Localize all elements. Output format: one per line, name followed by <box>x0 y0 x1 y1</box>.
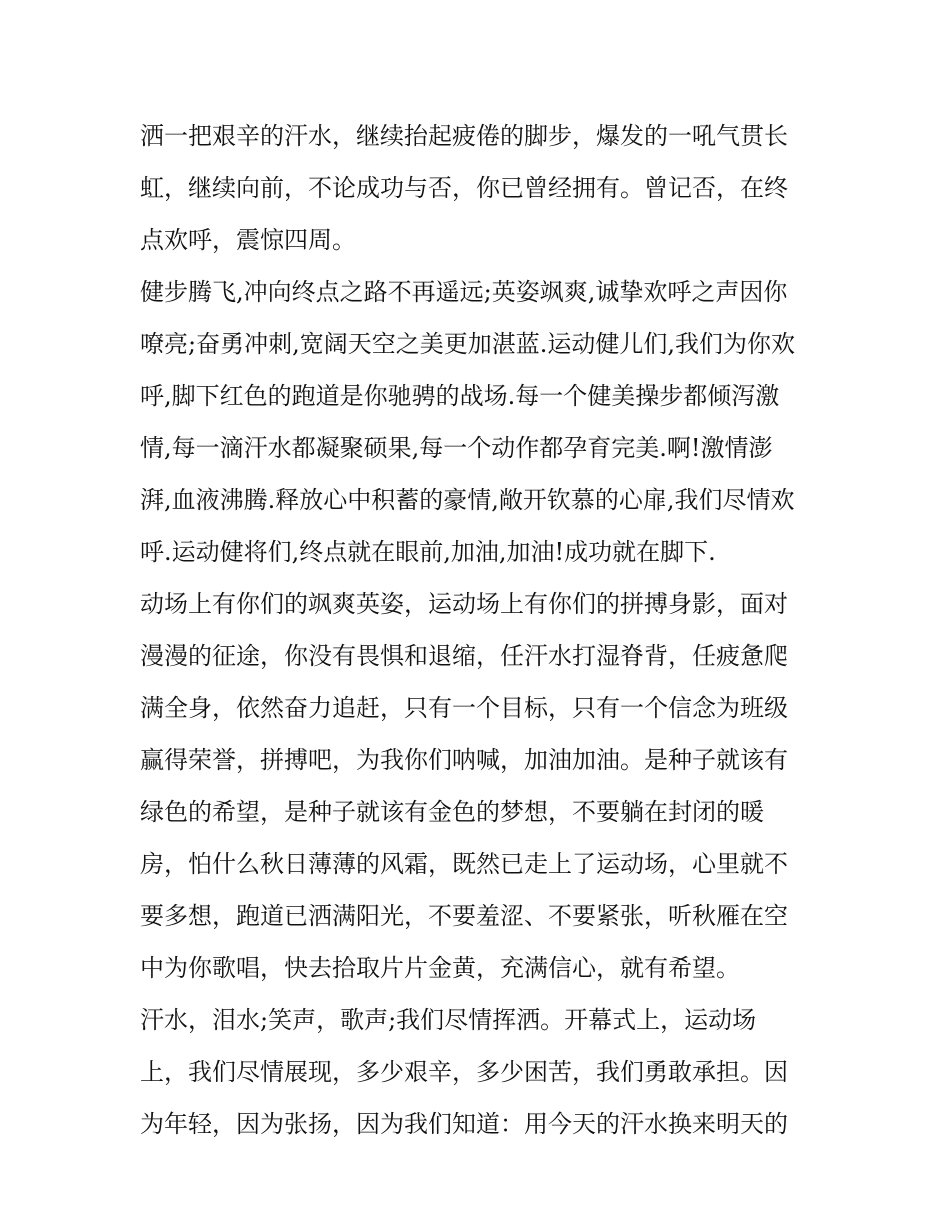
text-line: 为年轻，因为张扬，因为我们知道：用今天的汗水换来明天的 <box>140 1110 788 1138</box>
text-line: 湃,血液沸腾.释放心中积蓄的豪情,敞开钦慕的心扉,我们尽情欢 <box>140 486 795 514</box>
text-line: 点欢呼，震惊四周。 <box>140 226 356 254</box>
text-line: 情,每一滴汗水都凝聚硕果,每一个动作都孕育完美.啊!激情澎 <box>140 434 773 462</box>
text-line: 健步腾飞,冲向终点之路不再遥远;英姿飒爽,诚挚欢呼之声因你 <box>140 278 788 306</box>
text-line: 中为你歌唱，快去拾取片片金黄，充满信心，就有希望。 <box>140 954 740 982</box>
text-line: 房，怕什么秋日薄薄的风霜，既然已走上了运动场，心里就不 <box>140 850 788 878</box>
text-line: 呼,脚下红色的跑道是你驰骋的战场.每一个健美操步都倾泻激 <box>140 382 780 410</box>
text-line: 漫漫的征途，你没有畏惧和退缩，任汗水打湿脊背，任疲惫爬 <box>140 642 788 670</box>
document-body <box>140 110 820 1150</box>
text-line: 动场上有你们的飒爽英姿，运动场上有你们的拼搏身影，面对 <box>140 590 788 618</box>
text-line: 洒一把艰辛的汗水，继续抬起疲倦的脚步，爆发的一吼气贯长 <box>140 122 788 150</box>
text-line: 汗水，泪水;笑声，歌声;我们尽情挥洒。开幕式上，运动场 <box>140 1006 757 1034</box>
text-line: 要多想，跑道已洒满阳光，不要羞涩、不要紧张，听秋雁在空 <box>140 902 788 930</box>
text-line: 绿色的希望，是种子就该有金色的梦想，不要躺在封闭的暖 <box>140 798 764 826</box>
text-line: 满全身，依然奋力追赶，只有一个目标，只有一个信念为班级 <box>140 694 788 722</box>
text-line: 虹，继续向前，不论成功与否，你已曾经拥有。曾记否，在终 <box>140 174 788 202</box>
text-line: 上，我们尽情展现，多少艰辛，多少困苦，我们勇敢承担。因 <box>140 1058 788 1086</box>
text-line: 呼.运动健将们,终点就在眼前,加油,加油!成功就在脚下. <box>140 538 716 566</box>
text-line: 赢得荣誉，拼搏吧，为我你们呐喊，加油加油。是种子就该有 <box>140 746 788 774</box>
text-line: 嘹亮;奋勇冲刺,宽阔天空之美更加湛蓝.运动健儿们,我们为你欢 <box>140 330 795 358</box>
